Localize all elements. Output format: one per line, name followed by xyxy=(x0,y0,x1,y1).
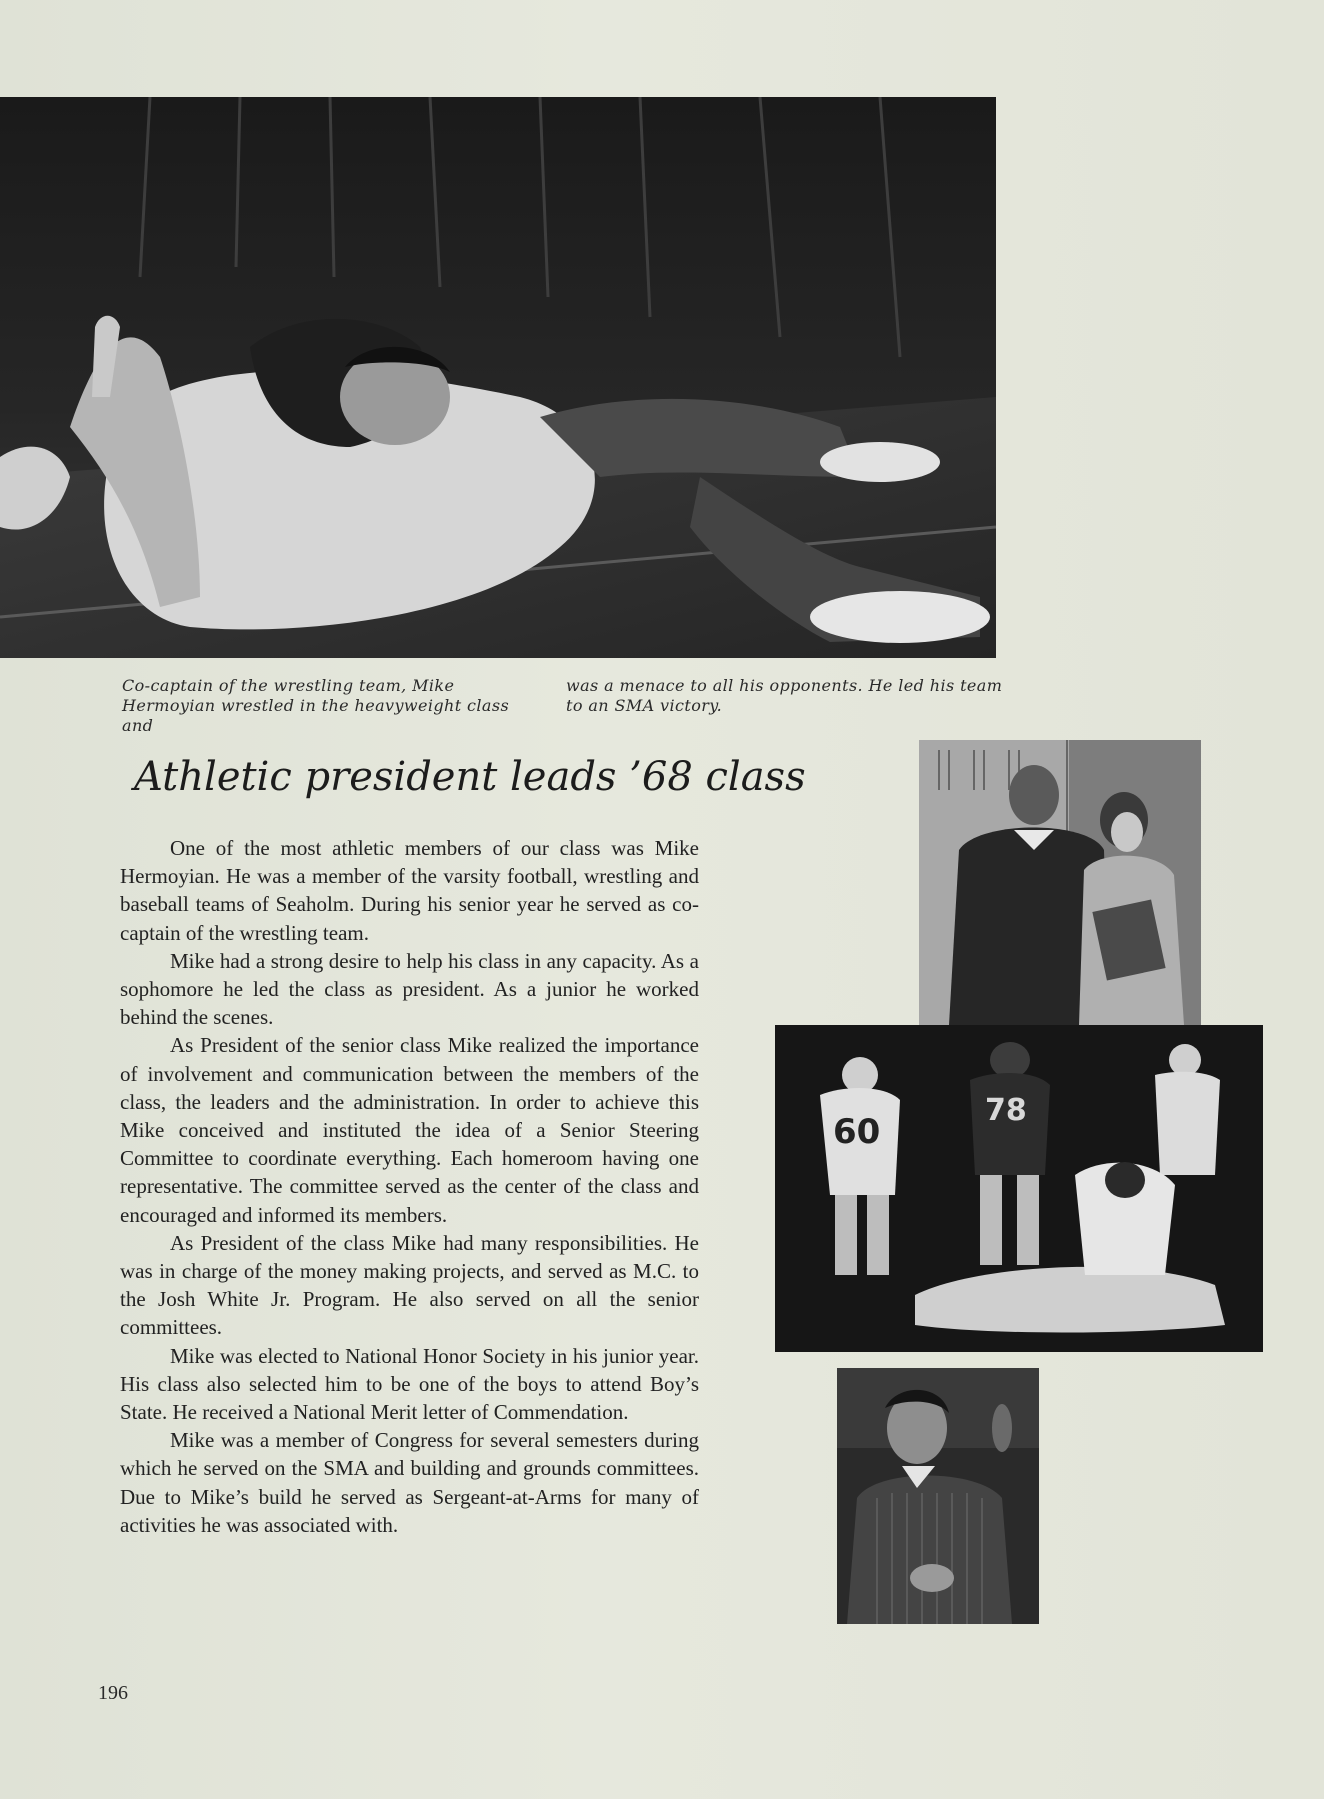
svg-text:60: 60 xyxy=(833,1112,881,1152)
portrait-photo xyxy=(837,1368,1039,1624)
wrestling-photo xyxy=(0,97,996,658)
football-photo xyxy=(775,1025,1263,1352)
photo-caption-right: was a menace to all his opponents. He led his team to an SMA victory. xyxy=(566,676,1003,715)
article-paragraph: One of the most athletic members of our class was Mike Hermoyian. He was a member of the varsity football, wrestling and baseball teams of Seaholm. During his senior year he served as co-captain of the wrestling team. xyxy=(120,836,699,945)
photo-caption-left: Co-captain of the wrestling team, Mike Hermoyian wrestled in the heavyweight class and xyxy=(122,676,510,735)
article-headline: Athletic president leads ’68 class xyxy=(134,754,806,800)
page-number: 196 xyxy=(98,1682,128,1704)
article-paragraph: Mike was a member of Congress for several semesters during which he served on the SMA and building and grounds committees. Due to Mike’s build he served as Sergeant-at-Arms for many of activities he was associated with. xyxy=(120,1428,699,1537)
hallway-photo xyxy=(919,740,1201,1025)
article-body xyxy=(120,834,699,1539)
article-paragraph: As President of the senior class Mike realized the importance of involvement and communication between the members of the class, the leaders and the administration. In order to achieve this Mike conceived and instituted the idea of a Senior Steering Committee to coordinate everything. Each homeroom having one representative. The committee served as the center of the class and encouraged and informed its members. xyxy=(120,1033,699,1227)
svg-text:78: 78 xyxy=(985,1093,1027,1128)
article-paragraph: Mike had a strong desire to help his class in any capacity. As a sophomore he led the class as president. As a junior he worked behind the scenes. xyxy=(120,948,699,1030)
article-paragraph: Mike was elected to National Honor Society in his junior year. His class also selected him to be one of the boys to attend Boy’s State. He received a National Merit letter of Commendation. xyxy=(120,1343,699,1425)
article-paragraph: As President of the class Mike had many responsibilities. He was in charge of the money making projects, and served as M.C. to the Josh White Jr. Program. He also served on all the senior committees. xyxy=(120,1230,699,1340)
